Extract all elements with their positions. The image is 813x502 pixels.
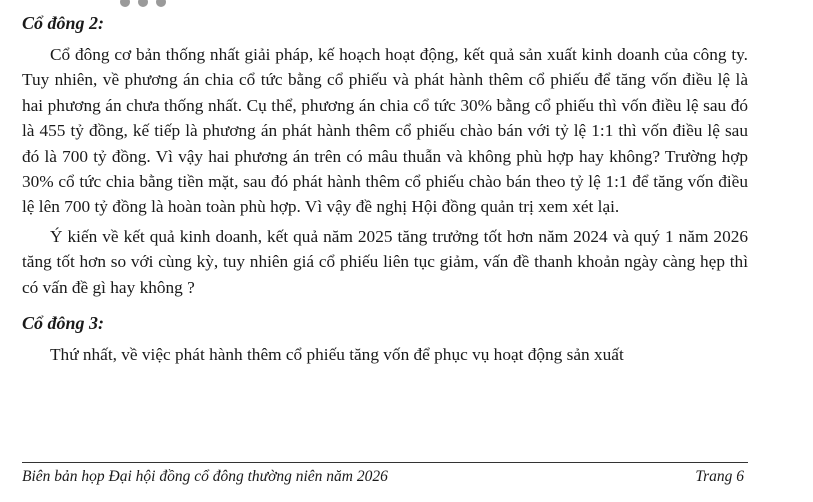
paragraph-shareholder-2-business-results: Ý kiến về kết quả kinh doanh, kết quả năm 2025 tăng trưởng tốt hơn năm 2024 và quý 1 năm 2026 tăng tốt hơn so với cùng kỳ, tuy nhiên giá cổ phiếu liên tục giảm, vấn đề thanh khoản ngày càng hẹp thì có vấn đề gì hay không ? (22, 226, 748, 297)
section-heading-shareholder-3: Cổ đông 3: (22, 313, 105, 334)
document-page (22, 8, 748, 367)
footer-document-title: Biên bản họp Đại hội đồng cổ đông thường niên năm 2026 (22, 468, 388, 485)
page-footer (22, 466, 744, 488)
footer-page-number: Trang 6 (695, 468, 744, 485)
footer-divider (22, 462, 748, 463)
top-edge-marks (120, 0, 180, 2)
paragraph-shareholder-3-first: Thứ nhất, về việc phát hành thêm cổ phiếu tăng vốn để phục vụ hoạt động sản xuất (50, 345, 624, 365)
section-heading-shareholder-2: Cổ đông 2: (22, 13, 105, 33)
paragraph-shareholder-2-proposal: Cổ đông cơ bản thống nhất giải pháp, kế hoạch hoạt động, kết quả sản xuất kinh doanh của công ty. Tuy nhiên, về phương án chia cổ tức bằng cổ phiếu và phát hành thêm cổ phiếu để tăng vốn điều lệ là hai phương án chưa thống nhất. Cụ thể, phương án chia cổ tức 30% bằng cổ phiếu thì vốn điều lệ sau đó là 455 tỷ đồng, kế tiếp là phương án phát hành thêm cổ phiếu chào bán với tỷ lệ 1:1 thì vốn điều lệ sau đó là 700 tỷ đồng. Vì vậy hai phương án trên có mâu thuẫn và không phù hợp hay không? Trường hợp 30% cổ tức chia bằng tiền mặt, sau đó phát hành thêm cổ phiếu chào bán theo tỷ lệ 1:1 để tăng vốn điều lệ lên 700 tỷ đồng là hoàn toàn phù hợp. Vì vậy đề nghị Hội đồng quản trị xem xét lại. (22, 45, 748, 217)
